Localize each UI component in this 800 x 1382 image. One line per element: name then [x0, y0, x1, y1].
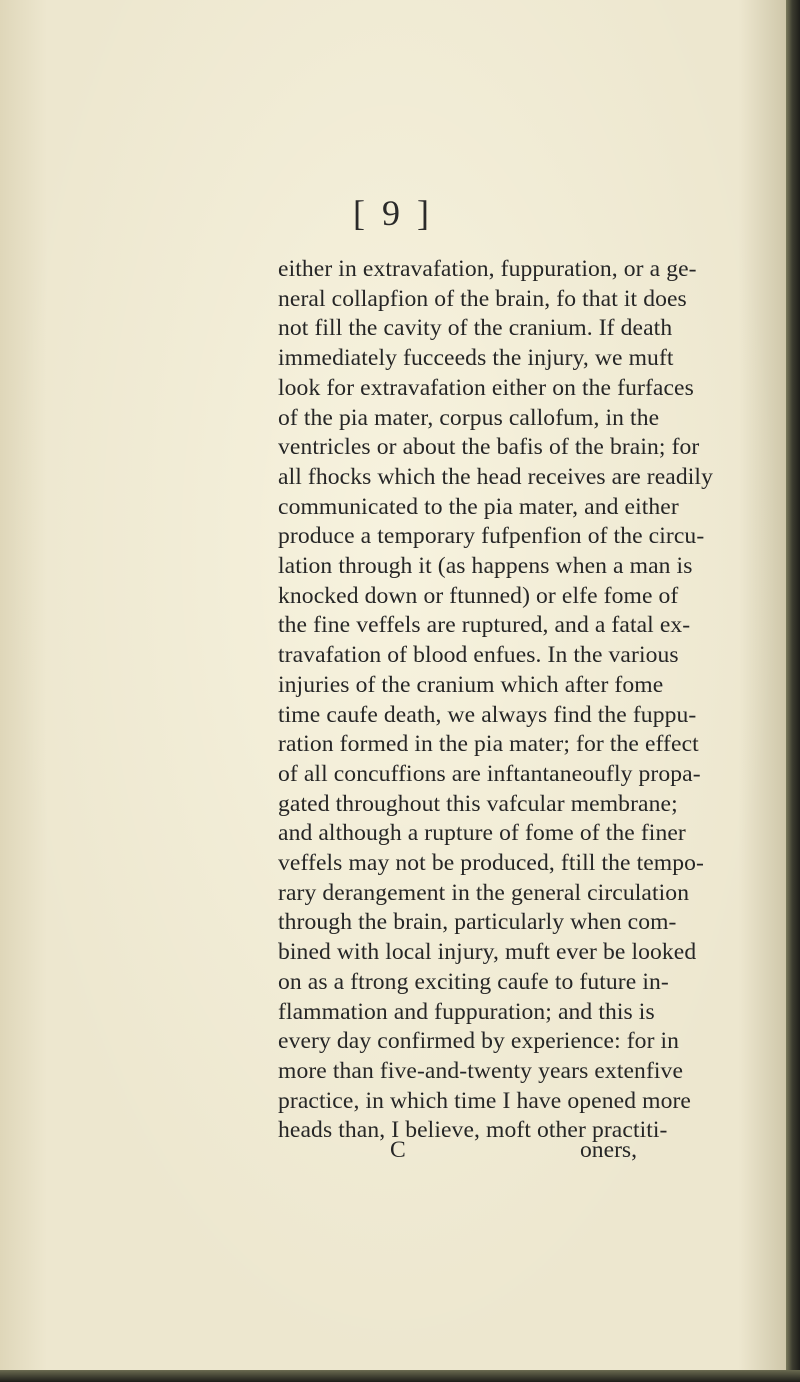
text-line: every day confirmed by experience: for in: [278, 1028, 680, 1055]
text-line: more than five-and-twenty years extenfive: [278, 1057, 684, 1084]
text-line: lation through it (as happens when a man is: [278, 553, 693, 580]
text-line: ventricles or about the bafis of the brain; for: [278, 434, 700, 461]
text-line: rary derangement in the general circulation: [278, 879, 690, 906]
text-line: time caufe death, we always find the fuppu-: [278, 701, 697, 728]
text-line: neral collapfion of the brain, fo that it does: [278, 285, 687, 312]
body-text: [278, 255, 713, 1146]
catchword: oners,: [580, 1137, 638, 1163]
text-line: and although a rupture of fome of the finer: [278, 820, 686, 847]
text-line: travafation of blood enfues. In the various: [278, 642, 679, 669]
page-number: [ 9 ]: [353, 193, 433, 233]
text-line: of the pia mater, corpus callofum, in the: [278, 404, 660, 431]
text-line: flammation and fuppuration; and this is: [278, 998, 655, 1025]
text-line: through the brain, particularly when com-: [278, 909, 677, 936]
text-line: not fill the cavity of the cranium. If death: [278, 315, 673, 342]
text-line: gated throughout this vafcular membrane;: [278, 790, 678, 817]
text-line: ration formed in the pia mater; for the effect: [278, 731, 699, 758]
text-line: heads than, I believe, moft other practiti-: [278, 1117, 668, 1144]
page-footer: [0, 1137, 786, 1167]
text-line: produce a temporary fufpenfion of the circu-: [278, 523, 705, 550]
text-line: injuries of the cranium which after fome: [278, 671, 664, 698]
text-line: immediately fucceeds the injury, we muft: [278, 345, 674, 372]
text-line: look for extravafation either on the furfaces: [278, 374, 694, 401]
text-line: all fhocks which the head receives are readily: [278, 463, 713, 490]
text-line: practice, in which time I have opened more: [278, 1087, 691, 1114]
text-line: of all concuffions are inftantaneoufly propa-: [278, 760, 701, 787]
text-line: communicated to the pia mater, and either: [278, 493, 679, 520]
text-line: either in extravafation, fuppuration, or a ge-: [278, 256, 697, 282]
text-line: knocked down or ftunned) or elfe fome of: [278, 582, 679, 609]
signature-mark: C: [390, 1137, 406, 1163]
page-edge-right: [786, 0, 800, 1382]
text-line: veffels may not be produced, ftill the tempo-: [278, 850, 705, 877]
text-line: on as a ftrong exciting caufe to future in-: [278, 968, 669, 995]
text-line: bined with local injury, muft ever be looked: [278, 939, 697, 966]
text-line: the fine veffels are ruptured, and a fatal ex-: [278, 612, 691, 639]
page-edge-bottom: [0, 1370, 800, 1382]
